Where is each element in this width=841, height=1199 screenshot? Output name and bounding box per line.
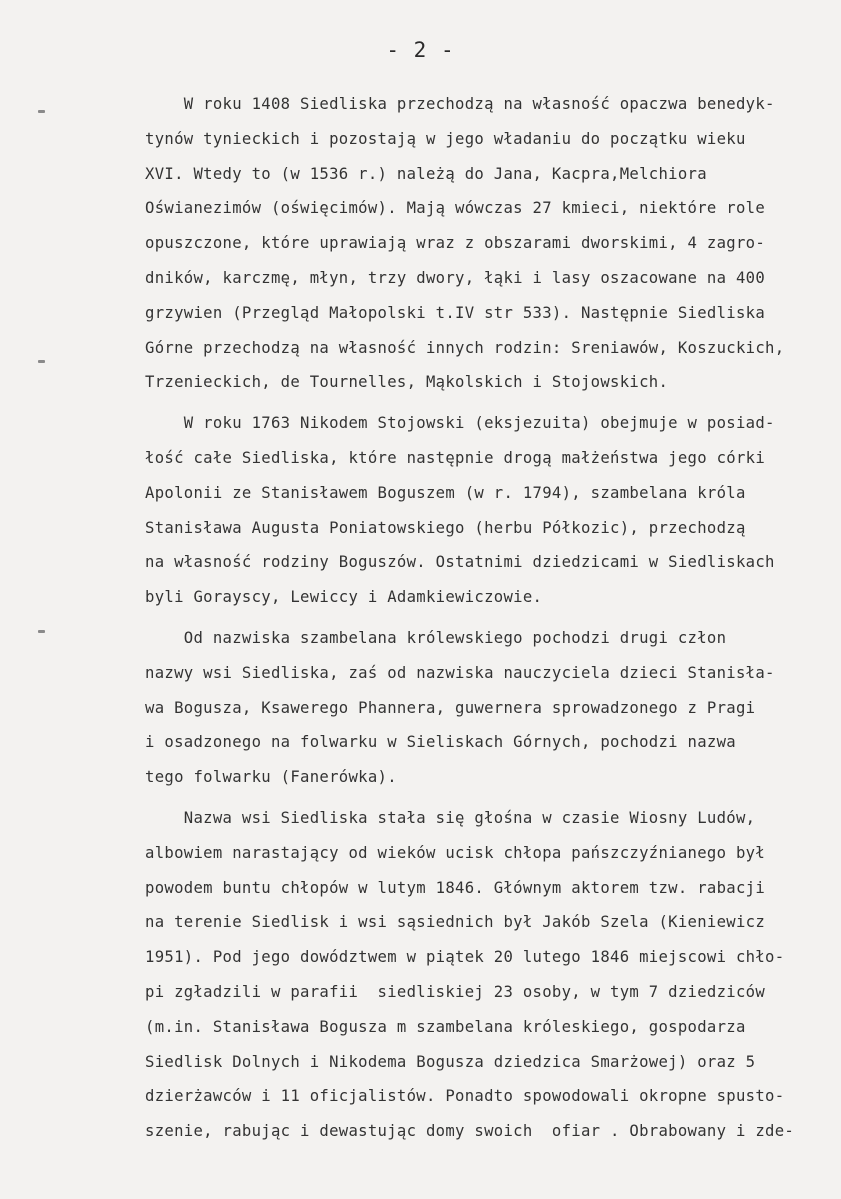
text-line: Oświanezimów (oświęcimów). Mają wówczas 27 kmieci, niektóre role [145, 199, 766, 218]
text-line: albowiem narastający od wieków ucisk chłopa pańszczyźnianego był [145, 843, 766, 862]
text-line: Stanisława Augusta Poniatowskiego (herbu Półkozic), przechodzą [145, 518, 746, 537]
text-line: Górne przechodzą na własność innych rodzin: Sreniawów, Koszuckich, [145, 338, 785, 357]
text-line: grzywien (Przegląd Małopolski t.IV str 533). Następnie Siedliska [145, 303, 766, 322]
text-line: Trzenieckich, de Tournelles, Mąkolskich i Stojowskich. [145, 373, 669, 392]
text-line: opuszczone, które uprawiają wraz z obszarami dworskimi, 4 zagro- [145, 234, 766, 253]
text-line: Nazwa wsi Siedliska stała się głośna w czasie Wiosny Ludów, [145, 808, 756, 827]
text-line: tynów tynieckich i pozostają w jego władaniu do początku wieku [145, 129, 746, 148]
text-line: W roku 1408 Siedliska przechodzą na własność opaczwa benedyk- [145, 95, 775, 113]
text-line: Apolonii ze Stanisławem Boguszem (w r. 1794), szambelana króla [145, 483, 746, 502]
text-line: i osadzonego na folwarku w Sieliskach Górnych, pochodzi nazwa [145, 733, 736, 752]
text-line: na terenie Siedlisk i wsi sąsiednich był Jakób Szela (Kieniewicz [145, 913, 766, 932]
margin-mark [38, 360, 45, 363]
text-line: dników, karczmę, młyn, trzy dwory, łąki i lasy oszacowane na 400 [145, 268, 766, 287]
text-line: byli Goraysсy, Lewiccy i Adamkiewiczowie. [145, 588, 543, 607]
text-line: W roku 1763 Nikodem Stojowski (eksjezuita) obejmuje w posiad- [145, 414, 775, 433]
text-line: szenie, rabując i dewastując domy swoich ofiar . Obrabowany i zde- [145, 1122, 795, 1141]
text-line: 1951). Pod jego dowództwem w piątek 20 lutego 1846 miejscowi chło- [145, 948, 785, 967]
page-number: - 2 - [386, 38, 455, 62]
text-line: dzierżawców i 11 oficjalistów. Ponadto spowodowali okropne spusto- [145, 1087, 785, 1106]
text-line: nazwy wsi Siedliska, zaś od nazwiska nauczyciela dzieci Stanisła- [145, 663, 775, 682]
margin-mark [38, 110, 45, 113]
text-line: łość całe Siedliska, które następnie drogą małżeństwa jego córki [145, 448, 766, 467]
text-line: Siedlisk Dolnych i Nikodema Bogusza dziedzica Smarżowej) oraz 5 [145, 1052, 756, 1071]
text-line: wa Bogusza, Ksawerego Phannera, guwernera sprowadzonego z Pragi [145, 698, 756, 717]
text-line: tego folwarku (Fanerówka). [145, 768, 397, 787]
body-text [145, 87, 840, 1149]
text-line: Od nazwiska szambelana królewskiego pochodzi drugi człon [145, 628, 727, 647]
text-line: powodem buntu chłopów w lutym 1846. Głównym aktorem tzw. rabacji [145, 878, 766, 897]
text-line: na własność rodziny Boguszów. Ostatnimi dziedzicami w Siedliskach [145, 553, 775, 572]
text-line: pi zgładzili w parafii siedliskiej 23 osoby, w tym 7 dziedziców [145, 982, 766, 1001]
margin-mark [38, 630, 45, 633]
text-line: XVI. Wtedy to (w 1536 r.) należą do Jana, Kacpra,Melchiora [145, 164, 707, 183]
text-line: (m.in. Stanisława Bogusza m szambelana króleskiego, gospodarza [145, 1017, 746, 1036]
